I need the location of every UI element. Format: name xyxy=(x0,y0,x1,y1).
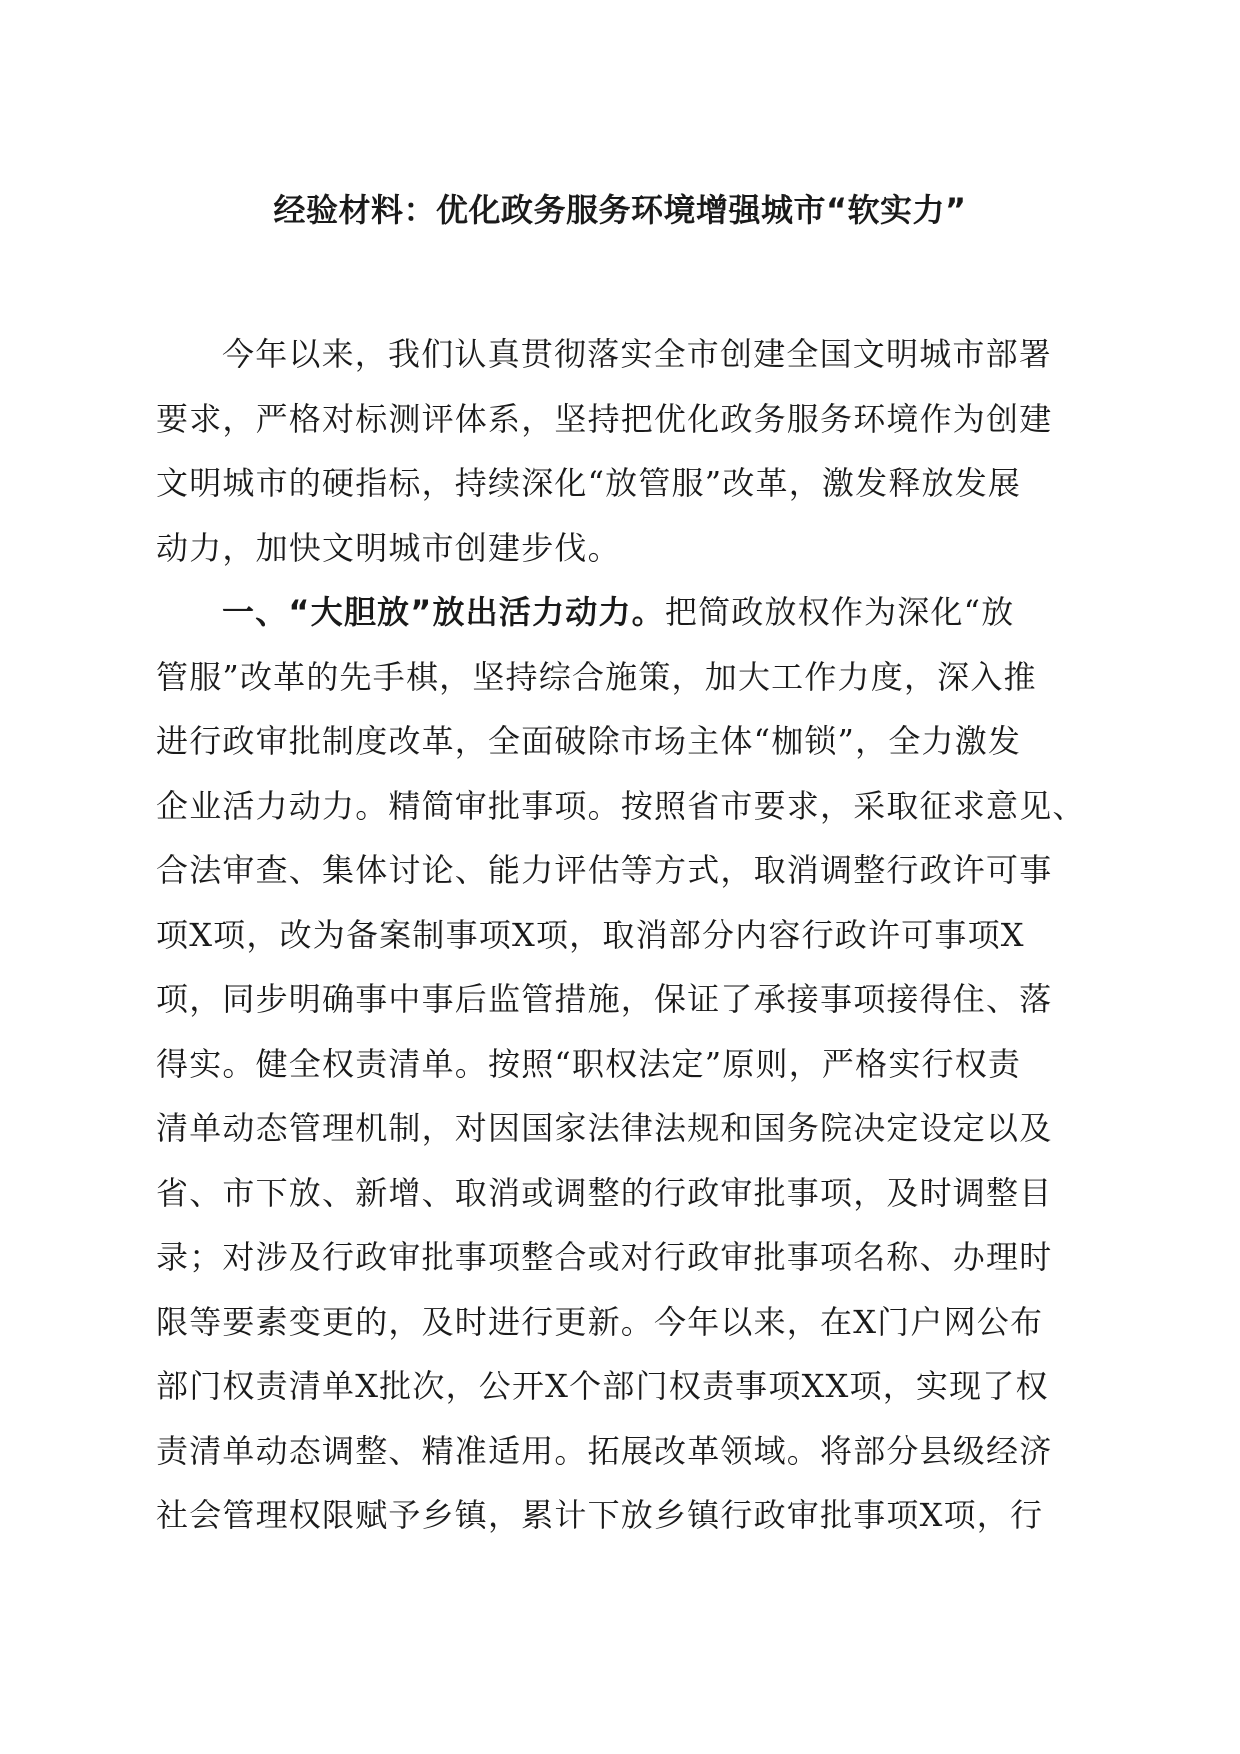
paragraph-2-line-6: 项X项，改为备案制事项X项，取消部分内容行政许可事项X xyxy=(156,915,1025,954)
paragraph-2-line-12: 限等要素变更的，及时进行更新。今年以来，在X门户网公布 xyxy=(156,1302,1044,1341)
paragraph-2-line-1 xyxy=(156,580,1096,645)
paragraph-2-line-14: 责清单动态调整、精准适用。拓展改革领域。将部分县级经济 xyxy=(156,1431,1053,1470)
paragraph-2-line-3: 进行政审批制度改革，全面破除市场主体“枷锁”，全力激发 xyxy=(156,722,1022,760)
document-title: 经验材料：优化政务服务环境增强城市“软实力” xyxy=(273,191,967,229)
paragraph-2-line-13: 部门权责清单X批次，公开X个部门权责事项XX项，实现了权 xyxy=(156,1367,1049,1405)
paragraph-2-line-2: 管服”改革的先手棋，坚持综合施策，加大工作力度，深入推 xyxy=(156,657,1037,696)
paragraph-2-line-4: 企业活力动力。精简审批事项。按照省市要求，采取征求意见、 xyxy=(156,786,1086,825)
document-body xyxy=(156,322,1096,1548)
paragraph-2-line-8: 得实。健全权责清单。按照“职权法定”原则，严格实行权责 xyxy=(156,1044,1022,1083)
paragraph-2-line-11: 录；对涉及行政审批事项整合或对行政审批事项名称、办理时 xyxy=(156,1238,1053,1276)
paragraph-2-line-7: 项，同步明确事中事后监管措施，保证了承接事项接得住、落 xyxy=(156,980,1053,1018)
section-heading: 一、“大胆放”放出活力动力。 xyxy=(222,593,665,631)
paragraph-2-line-1-text: 把简政放权作为深化“放 xyxy=(664,593,1015,631)
paragraph-1-line-4: 动力，加快文明城市创建步伐。 xyxy=(156,528,621,567)
paragraph-2-line-5: 合法审查、集体讨论、能力评估等方式，取消调整行政许可事 xyxy=(156,851,1053,889)
paragraph-1-line-2: 要求，严格对标测评体系，坚持把优化政务服务环境作为创建 xyxy=(156,399,1053,438)
paragraph-2-line-9: 清单动态管理机制，对因国家法律法规和国务院决定设定以及 xyxy=(156,1109,1053,1147)
paragraph-1-line-1: 今年以来，我们认真贯彻落实全市创建全国文明城市部署 xyxy=(222,335,1053,373)
paragraph-2-line-10: 省、市下放、新增、取消或调整的行政审批事项，及时调整目 xyxy=(156,1173,1053,1212)
paragraph-2-line-15: 社会管理权限赋予乡镇，累计下放乡镇行政审批事项X项，行 xyxy=(156,1496,1044,1534)
paragraph-1-line-3: 文明城市的硬指标，持续深化“放管服”改革，激发释放发展 xyxy=(156,464,1022,502)
